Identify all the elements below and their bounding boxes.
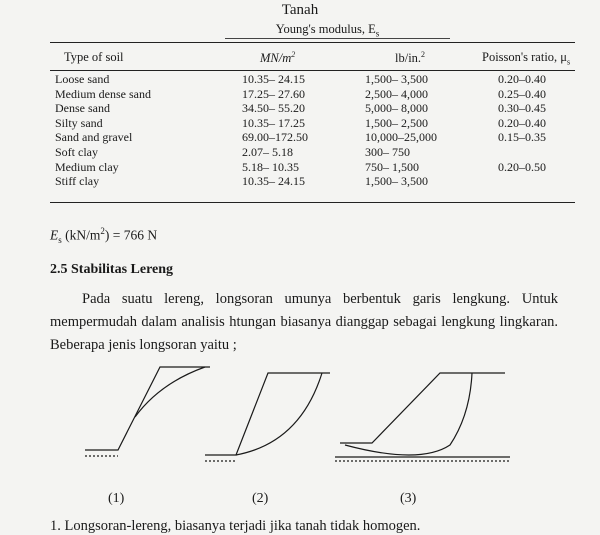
figure-label-3: (3) [400, 491, 417, 506]
cell-soil: Medium clay [55, 159, 119, 174]
figure-3 [335, 373, 510, 461]
cell-mn: 10.35– 24.15 [242, 174, 305, 189]
list-item-1: 1. Longsoran-lereng, biasanya terjadi jika tanah tidak homogen. [50, 518, 421, 534]
cell-soil: Medium dense sand [55, 86, 151, 101]
table-row [50, 86, 575, 101]
cell-lb: 1,500– 2,500 [365, 115, 428, 130]
table-row [50, 103, 575, 114]
cell-mn: 5.18– 10.35 [242, 159, 299, 174]
header-top-rule [50, 42, 575, 43]
cell-lb: 5,000– 8,000 [365, 101, 428, 116]
cell-lb: 750– 1,500 [365, 159, 419, 174]
youngs-modulus-header [215, 22, 440, 39]
cell-mn: 10.35– 17.25 [242, 115, 305, 130]
youngs-modulus-sub: s [375, 28, 380, 39]
cell-poisson: 0.25–0.40 [498, 86, 546, 101]
table-caption: Tanah [281, 2, 319, 18]
table-row [50, 147, 575, 158]
col-header-soil: Type of soil [64, 50, 124, 64]
cell-lb: 1,500– 3,500 [365, 72, 428, 86]
cell-mn: 10.35– 24.15 [242, 72, 305, 86]
cell-poisson: 0.20–0.50 [498, 159, 546, 174]
cell-lb: 1,500– 3,500 [365, 174, 428, 189]
cell-mn: 34.50– 55.20 [242, 101, 305, 116]
cell-lb: 2,500– 4,000 [365, 86, 428, 101]
group-underline [225, 38, 450, 39]
cell-poisson: 0.20–0.40 [498, 72, 546, 86]
table-row [50, 132, 575, 143]
table-row [50, 115, 575, 130]
figure-2 [205, 373, 330, 461]
cell-mn: 69.00–172.50 [242, 130, 308, 145]
header-bottom-rule [50, 70, 575, 71]
figure-label-2: (2) [252, 491, 269, 506]
cell-poisson: 0.15–0.35 [498, 130, 546, 145]
body-paragraph: Pada suatu lereng, longsoran umunya berbentuk garis lengkung. Untuk mempermudah dalam analisis htungan biasanya dianggap sebagai lengkung lingkaran. Beberapa jenis longsoran yaitu ; [50, 291, 558, 353]
figure-1 [85, 367, 210, 456]
youngs-modulus-label: Young's modulus, E [275, 22, 376, 36]
modulus-formula: $E_s$ $(kN/m^2) = 766$ N [50, 226, 158, 246]
figure-label-1: (1) [108, 491, 125, 506]
col-header-lb: lb/in.$^2$ [395, 50, 426, 66]
table-row [50, 176, 575, 187]
cell-soil: Loose sand [55, 72, 110, 86]
cell-lb: 10,000–25,000 [365, 130, 437, 145]
cell-soil: Dense sand [55, 101, 110, 116]
cell-mn: 17.25– 27.60 [242, 86, 305, 101]
cell-soil: Sand and gravel [55, 130, 133, 145]
table-bottom-rule [50, 202, 575, 203]
cell-soil: Stiff clay [55, 174, 100, 189]
cell-poisson: 0.30–0.45 [498, 101, 546, 116]
cell-soil: Soft clay [55, 145, 98, 159]
cell-soil: Silty sand [55, 115, 103, 130]
table-row [50, 159, 575, 174]
cell-lb: 300– 750 [365, 145, 410, 159]
cell-poisson: 0.20–0.40 [498, 115, 546, 130]
section-title: 2.5 Stabilitas Lereng [50, 262, 174, 277]
col-header-mn: $MN/m^2$ [260, 50, 296, 66]
col-header-poisson: Poisson's ratio, $\mu_s$ [482, 50, 571, 67]
cell-mn: 2.07– 5.18 [242, 145, 293, 159]
table-row [50, 74, 575, 85]
slope-failure-figures [0, 355, 600, 485]
